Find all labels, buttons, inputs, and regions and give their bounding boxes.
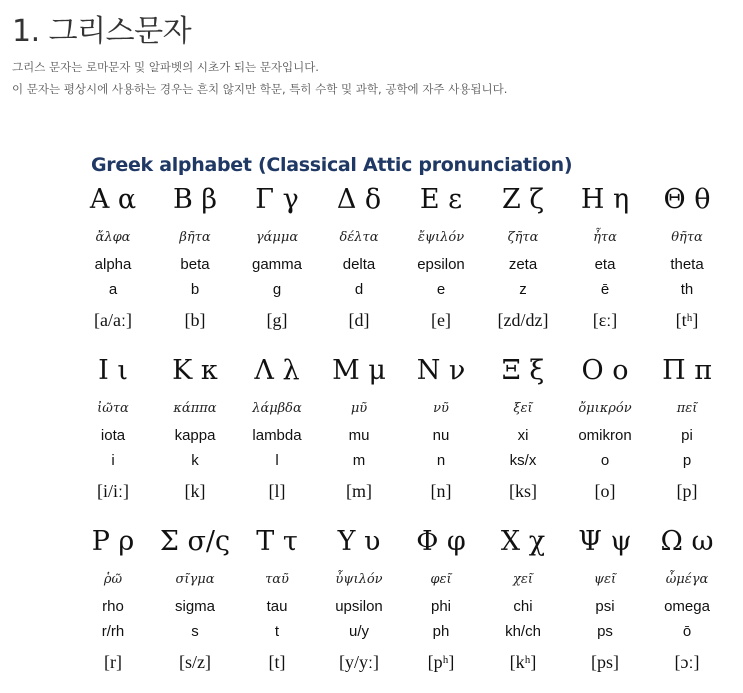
greek-name: λάμβδα (252, 401, 302, 416)
intro-line: 그리스 문자는 로마문자 및 알파벳의 시초가 되는 문자입니다. (12, 60, 319, 74)
letter-glyphs: Ε ε (419, 184, 463, 215)
letter-glyphs: Τ τ (256, 526, 298, 557)
transliteration: m (352, 452, 366, 469)
greek-name: ἦτα (593, 230, 617, 245)
pronunciation: [o] (594, 481, 616, 501)
transliteration: u/y (348, 623, 369, 640)
pronunciation: [ps] (591, 652, 619, 672)
letter-cell-eta (564, 180, 646, 334)
pronunciation: [g] (266, 310, 288, 330)
english-name: alpha (94, 256, 132, 273)
transliteration: ē (600, 281, 610, 298)
english-name: xi (517, 427, 529, 444)
transliteration: ph (432, 623, 450, 640)
english-name: gamma (251, 256, 303, 273)
transliteration: ks/x (509, 452, 537, 469)
greek-name: πεῖ (676, 401, 698, 416)
alphabet-row (72, 351, 722, 522)
letter-glyphs: Λ λ (254, 355, 300, 386)
greek-name: μῦ (350, 401, 368, 416)
letter-cell-mu (318, 351, 400, 505)
greek-name: γάμμα (255, 230, 299, 245)
transliteration: a (108, 281, 118, 298)
pronunciation: [a/aː] (94, 310, 132, 330)
letter-cell-upsilon (318, 522, 400, 676)
pronunciation: [l] (268, 481, 286, 501)
letter-cell-xi (482, 351, 564, 505)
greek-alphabet-grid (72, 180, 722, 693)
english-name: zeta (508, 256, 538, 273)
english-name: mu (348, 427, 370, 444)
pronunciation: [t] (268, 652, 286, 672)
greek-name: σῖγμα (175, 572, 215, 587)
letter-cell-pi (646, 351, 728, 505)
english-name: kappa (174, 427, 216, 444)
transliteration: t (274, 623, 280, 640)
letter-glyphs: Ν ν (416, 355, 466, 386)
letter-glyphs: Ψ ψ (578, 526, 632, 557)
letter-glyphs: Α α (89, 184, 137, 215)
letter-glyphs: Ρ ρ (91, 526, 135, 557)
alphabet-row (72, 180, 722, 351)
greek-name: νῦ (433, 401, 449, 416)
transliteration: l (275, 452, 279, 469)
pronunciation: [n] (430, 481, 452, 501)
transliteration: k (191, 452, 199, 469)
pronunciation: [p] (676, 481, 698, 501)
english-name: sigma (174, 598, 215, 615)
english-name: omikron (578, 427, 632, 444)
transliteration: d (354, 281, 364, 298)
english-name: delta (342, 256, 376, 273)
letter-cell-sigma (154, 522, 236, 676)
letter-glyphs: Η η (580, 184, 630, 215)
english-name: beta (180, 256, 210, 273)
greek-name: ζῆτα (507, 230, 539, 245)
pronunciation: [y/yː] (339, 652, 379, 672)
transliteration: g (272, 281, 282, 298)
pronunciation: [d] (348, 310, 370, 330)
letter-glyphs: Χ χ (500, 526, 546, 557)
greek-name: ὄμικρόν (578, 401, 632, 416)
greek-name: ῥῶ (103, 572, 123, 587)
letter-glyphs: Π π (662, 355, 712, 386)
letter-cell-epsilon (400, 180, 482, 334)
greek-name: ψεῖ (593, 572, 617, 587)
pronunciation: [e] (431, 310, 451, 330)
pronunciation: [m] (346, 481, 372, 501)
letter-cell-tau (236, 522, 318, 676)
greek-name: δέλτα (339, 230, 379, 245)
letter-cell-phi (400, 522, 482, 676)
greek-name: ὖψιλόν (335, 572, 383, 587)
pronunciation: [ks] (509, 481, 537, 501)
english-name: psi (595, 598, 615, 615)
pronunciation: [ɔː] (674, 652, 700, 672)
letter-glyphs: Γ γ (255, 184, 299, 215)
greek-name: κάππα (173, 401, 217, 416)
letter-glyphs: Ξ ξ (501, 355, 545, 386)
greek-name: θῆτα (671, 230, 703, 245)
intro-text (12, 56, 507, 100)
pronunciation: [zd/dz] (497, 310, 549, 330)
transliteration: o (600, 452, 610, 469)
intro-line: 이 문자는 평상시에 사용하는 경우는 흔치 않지만 학문, 특히 수학 및 과학, 공학에 자주 사용됩니다. (12, 82, 508, 96)
pronunciation: [ɛː] (592, 310, 618, 330)
letter-glyphs: Ο ο (581, 355, 629, 386)
letter-cell-nu (400, 351, 482, 505)
greek-name: βῆτα (179, 230, 211, 245)
letter-cell-beta (154, 180, 236, 334)
letter-cell-delta (318, 180, 400, 334)
english-name: rho (102, 598, 124, 615)
letter-glyphs: Υ υ (337, 526, 381, 557)
english-name: epsilon (417, 256, 465, 273)
letter-cell-gamma (236, 180, 318, 334)
pronunciation: [pʰ] (427, 652, 455, 672)
letter-cell-kappa (154, 351, 236, 505)
letter-cell-lambda (236, 351, 318, 505)
greek-name: φεῖ (430, 572, 452, 587)
letter-cell-chi (482, 522, 564, 676)
transliteration: p (682, 452, 692, 469)
letter-glyphs: Ζ ζ (502, 184, 544, 215)
letter-cell-iota (72, 351, 154, 505)
english-name: omega (664, 598, 710, 615)
letter-glyphs: Θ θ (663, 184, 711, 215)
letter-glyphs: Φ φ (416, 526, 466, 557)
pronunciation: [k] (184, 481, 206, 501)
english-name: pi (681, 427, 693, 444)
transliteration: th (680, 281, 694, 298)
alphabet-row (72, 522, 722, 693)
greek-name: ξεῖ (513, 401, 533, 416)
transliteration: s (191, 623, 199, 640)
transliteration: kh/ch (505, 623, 541, 640)
pronunciation: [kʰ] (509, 652, 537, 672)
english-name: lambda (252, 427, 302, 444)
letter-glyphs: Σ σ/ς (159, 526, 231, 557)
english-name: chi (513, 598, 533, 615)
letter-cell-theta (646, 180, 728, 334)
transliteration: e (436, 281, 446, 298)
letter-glyphs: Δ δ (336, 184, 382, 215)
pronunciation: [s/z] (179, 652, 211, 672)
letter-glyphs: Μ μ (332, 355, 386, 386)
english-name: theta (670, 256, 704, 273)
page-title: 1. 그리스문자 (12, 14, 192, 49)
pronunciation: [b] (184, 310, 206, 330)
transliteration: b (190, 281, 200, 298)
greek-name: ἄλφα (95, 230, 131, 245)
letter-glyphs: Κ κ (172, 355, 218, 386)
pronunciation: [tʰ] (675, 310, 699, 330)
pronunciation: [r] (104, 652, 122, 672)
letter-cell-psi (564, 522, 646, 676)
transliteration: n (436, 452, 446, 469)
letter-cell-omega (646, 522, 728, 676)
transliteration: ps (597, 623, 613, 640)
letter-glyphs: Ι ι (98, 355, 128, 386)
greek-name: χεῖ (513, 572, 533, 587)
transliteration: ō (682, 623, 692, 640)
letter-cell-rho (72, 522, 154, 676)
alphabet-chart-title: Greek alphabet (Classical Attic pronunciation) (91, 154, 573, 176)
letter-cell-alpha (72, 180, 154, 334)
english-name: nu (432, 427, 450, 444)
greek-name: ταῦ (265, 572, 289, 587)
greek-name: ἔψιλόν (417, 230, 465, 245)
greek-name: ἰῶτα (97, 401, 129, 416)
transliteration: i (111, 452, 115, 469)
letter-cell-zeta (482, 180, 564, 334)
english-name: upsilon (335, 598, 383, 615)
letter-glyphs: Β β (172, 184, 218, 215)
letter-cell-omikron (564, 351, 646, 505)
letter-glyphs: Ω ω (660, 526, 714, 557)
english-name: iota (100, 427, 126, 444)
transliteration: z (519, 281, 527, 298)
greek-name: ὦμέγα (665, 572, 709, 587)
english-name: phi (430, 598, 452, 615)
english-name: eta (594, 256, 616, 273)
transliteration: r/rh (101, 623, 125, 640)
english-name: tau (266, 598, 288, 615)
pronunciation: [i/iː] (97, 481, 129, 501)
